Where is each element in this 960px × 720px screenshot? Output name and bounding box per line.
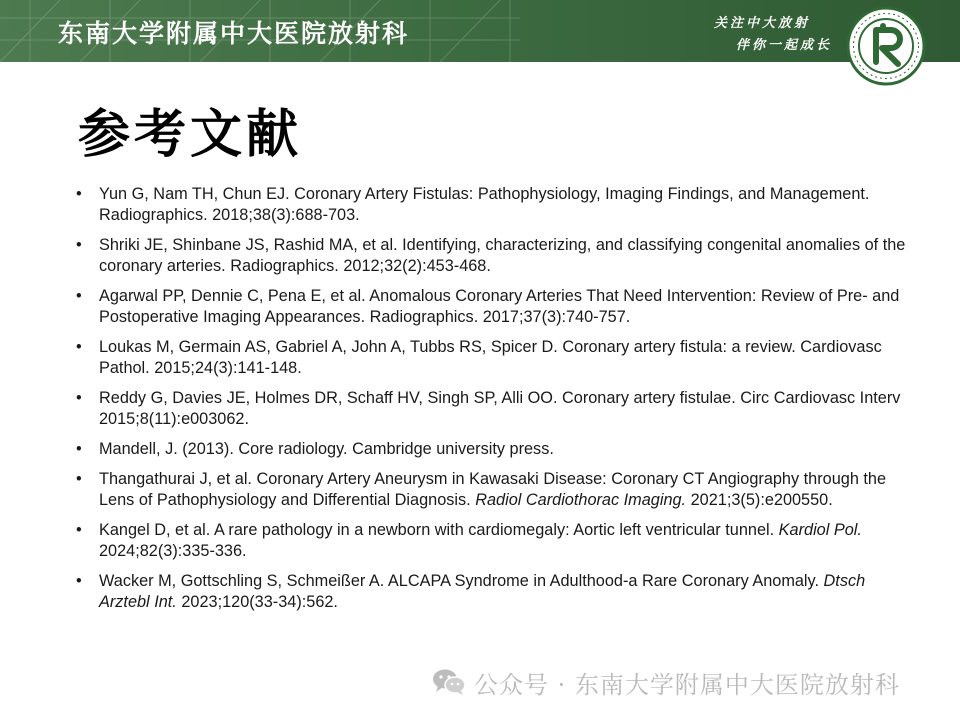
citation-details: 2021;3(5):e200550.: [686, 491, 833, 509]
reference-text: Thangathurai J, et al. Coronary Artery Aneurysm in Kawasaki Disease: Coronary CT Angiography through the Lens of Pathophysiology and Differential Diagnosis.: [99, 470, 887, 509]
slogan-line-1: 关注中大放射: [714, 16, 811, 31]
reference-list: [76, 184, 916, 622]
journal-name: Radiol Cardiothorac Imaging.: [475, 491, 687, 509]
reference-item: [76, 469, 916, 511]
citation-details: 2024;82(3):335-336.: [99, 542, 247, 560]
bullet-icon: •: [76, 236, 82, 254]
reference-item: [76, 337, 916, 379]
citation-details: 2023;120(33-34):562.: [176, 593, 338, 611]
reference-text: Kangel D, et al. A rare pathology in a newborn with cardiomegaly: Aortic left ventricular tunnel.: [99, 521, 779, 539]
reference-text: Mandell, J. (2013). Core radiology. Cambridge university press.: [99, 440, 554, 458]
bullet-icon: •: [76, 572, 82, 590]
header-banner: [0, 0, 960, 62]
page-title: 参考文献: [78, 105, 303, 165]
department-logo: [846, 6, 926, 86]
slogan-line-2: 伴你一起成长: [736, 38, 833, 53]
hospital-department-title: 东南大学附属中大医院放射科: [58, 19, 410, 48]
reference-text: Reddy G, Davies JE, Holmes DR, Schaff HV, Singh SP, Alli OO. Coronary artery fistulae. Circ Cardiovasc Interv 2015;8(11):e003062.: [99, 389, 901, 428]
reference-item: [76, 388, 916, 430]
bullet-icon: •: [76, 389, 82, 407]
reference-text: Agarwal PP, Dennie C, Pena E, et al. Anomalous Coronary Arteries That Need Intervention: Review of Pre- and Postoperative Imaging Appearances. Radiographics. 2017;37(3):740-757.: [99, 287, 900, 326]
reference-item: [76, 571, 916, 613]
reference-text: Yun G, Nam TH, Chun EJ. Coronary Artery Fistulas: Pathophysiology, Imaging Findings, and Management. Radiographics. 2018;38(3):688-703.: [99, 185, 870, 224]
reference-item: [76, 235, 916, 277]
reference-item: [76, 286, 916, 328]
journal-name: Kardiol Pol.: [778, 521, 862, 539]
bullet-icon: •: [76, 521, 82, 539]
bullet-icon: •: [76, 287, 82, 305]
wechat-icon: [432, 668, 466, 696]
journal-name: Dtsch Arztebl Int.: [99, 572, 866, 611]
bullet-icon: •: [76, 338, 82, 356]
bullet-icon: •: [76, 440, 82, 458]
reference-item: [76, 184, 916, 226]
reference-text: Loukas M, Germain AS, Gabriel A, John A, Tubbs RS, Spicer D. Coronary artery fistula: a review. Cardiovasc Pathol. 2015;24(3):141-148.: [99, 338, 882, 377]
reference-item: [76, 520, 916, 562]
watermark-text: 公众号 · 东南大学附属中大医院放射科: [474, 670, 900, 699]
bullet-icon: •: [76, 185, 82, 203]
bullet-icon: •: [76, 470, 82, 488]
wechat-watermark: [432, 668, 900, 699]
reference-text: Shriki JE, Shinbane JS, Rashid MA, et al. Identifying, characterizing, and classifying congenital anomalies of the coronary arteries. Radiographics. 2012;32(2):453-468.: [99, 236, 906, 275]
reference-item: [76, 439, 916, 460]
reference-text: Wacker M, Gottschling S, Schmeißer A. ALCAPA Syndrome in Adulthood-a Rare Coronary Anomaly.: [99, 572, 824, 590]
